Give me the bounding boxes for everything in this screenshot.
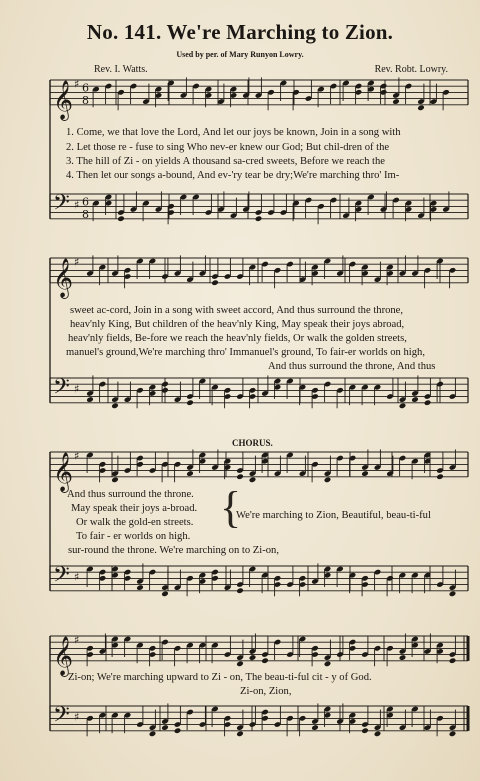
note-head	[399, 654, 407, 661]
note-head	[436, 473, 444, 480]
note-head	[392, 98, 400, 105]
bass-lyric-line: And thus surround the throne, And thus	[268, 361, 436, 372]
note-head	[449, 591, 457, 598]
bass-lyric-line: sur-round the throne. We're marching on to Zi-on,	[68, 545, 279, 556]
permission-credit: Used by per. of Mary Runyon Lowry.	[176, 50, 304, 59]
note-head	[449, 657, 457, 664]
treble-clef-icon: 𝄞	[53, 635, 74, 676]
chorus-refrain-line: Zi-on; We're marching upward to Zi - on, The beau-ti-ful cit - y of God.	[68, 672, 372, 683]
note-head	[149, 731, 157, 738]
verse-3-line: Or walk the gold-en streets.	[76, 517, 194, 528]
note-head	[211, 279, 219, 286]
time-signature-top: 6	[82, 195, 89, 209]
verse-3-line: 3. The hill of Zi - on yields A thousand sa-cred sweets, Before we reach the	[66, 156, 385, 167]
note-head	[374, 731, 382, 738]
chorus-refrain-line: We're marching to Zion, Beautiful, beau-ti-ful	[236, 510, 431, 521]
note-head	[236, 731, 244, 738]
note-head	[186, 399, 194, 406]
note-head	[249, 477, 257, 484]
sharp-key-icon: ♯	[74, 382, 80, 396]
note-head	[255, 215, 263, 222]
verse-4-line: 4. Then let our songs a-bound, And ev-'ry tear be dry;We're marching thro' Im-	[66, 170, 400, 181]
hymn-title: No. 141. We're Marching to Zion.	[86, 20, 394, 44]
note-head	[111, 403, 119, 410]
note-head	[399, 403, 407, 410]
note-head	[174, 727, 182, 734]
note-head	[411, 396, 419, 403]
note-head	[311, 724, 319, 731]
note-head	[417, 105, 425, 112]
bass-lyric-line: Zi-on, Zion,	[240, 686, 292, 697]
verse-4-line: To fair - er worlds on high.	[76, 531, 191, 542]
time-signature-top: 6	[82, 81, 89, 95]
composer: Rev. Robt. Lowry.	[374, 64, 448, 75]
verse-1-line: sweet ac-cord, Join in a song with sweet accord, And thus surround the throne,	[70, 305, 404, 316]
note-head	[136, 584, 144, 591]
verse-brace: {	[220, 483, 242, 532]
time-signature-bottom: 8	[82, 93, 89, 107]
treble-clef-icon: 𝄞	[53, 451, 74, 492]
verse-2-line: heav'nly King, But children of the heav'nly King, May speak their joys abroad,	[70, 319, 405, 330]
note-head	[86, 396, 94, 403]
treble-clef-icon: 𝄞	[53, 257, 74, 298]
bass-clef-icon: 𝄢	[53, 702, 70, 733]
sharp-key-icon: ♯	[74, 570, 80, 584]
verse-2-line: May speak their joys a-broad.	[71, 503, 198, 514]
note-head	[161, 724, 169, 731]
note-head	[324, 661, 332, 668]
note-head	[111, 477, 119, 484]
sharp-key-icon: ♯	[74, 255, 80, 269]
sharp-key-icon: ♯	[74, 449, 80, 463]
note-head	[117, 215, 125, 222]
sharp-key-icon: ♯	[74, 198, 80, 212]
note-head	[236, 473, 244, 480]
note-head	[261, 657, 269, 664]
note-head	[249, 654, 257, 661]
note-head	[361, 470, 369, 477]
treble-clef-icon: 𝄞	[53, 79, 74, 120]
note-head	[324, 477, 332, 484]
time-signature-bottom: 8	[82, 207, 89, 221]
note-head	[424, 399, 432, 406]
sharp-key-icon: ♯	[74, 77, 80, 91]
verse-3-line: heav'nly fields, Be-fore we reach the heav'nly fields, Or walk the golden streets,	[68, 333, 407, 344]
note-head	[161, 591, 169, 598]
note-head	[449, 731, 457, 738]
chorus-label: CHORUS.	[232, 438, 273, 448]
note-head	[361, 727, 369, 734]
sharp-key-icon: ♯	[74, 633, 80, 647]
bass-clef-icon: 𝄢	[53, 562, 70, 593]
note-head	[236, 587, 244, 594]
note-head	[236, 661, 244, 668]
note-head	[186, 470, 194, 477]
bass-clef-icon: 𝄢	[53, 190, 70, 221]
verse-2-line: 2. Let those re - fuse to sing Who nev-er knew our God; But chil-dren of the	[66, 142, 390, 153]
lyricist: Rev. I. Watts.	[94, 64, 148, 75]
verse-1-line: 1. Come, we that love the Lord, And let our joys be known, Join in a song with	[66, 127, 401, 138]
bass-clef-icon: 𝄢	[53, 374, 70, 405]
verse-1-line: And thus surround the throne.	[67, 489, 194, 500]
verse-4-line: manuel's ground,We're marching thro' Immanuel's ground, To fair-er worlds on high,	[66, 347, 425, 358]
sharp-key-icon: ♯	[74, 710, 80, 724]
